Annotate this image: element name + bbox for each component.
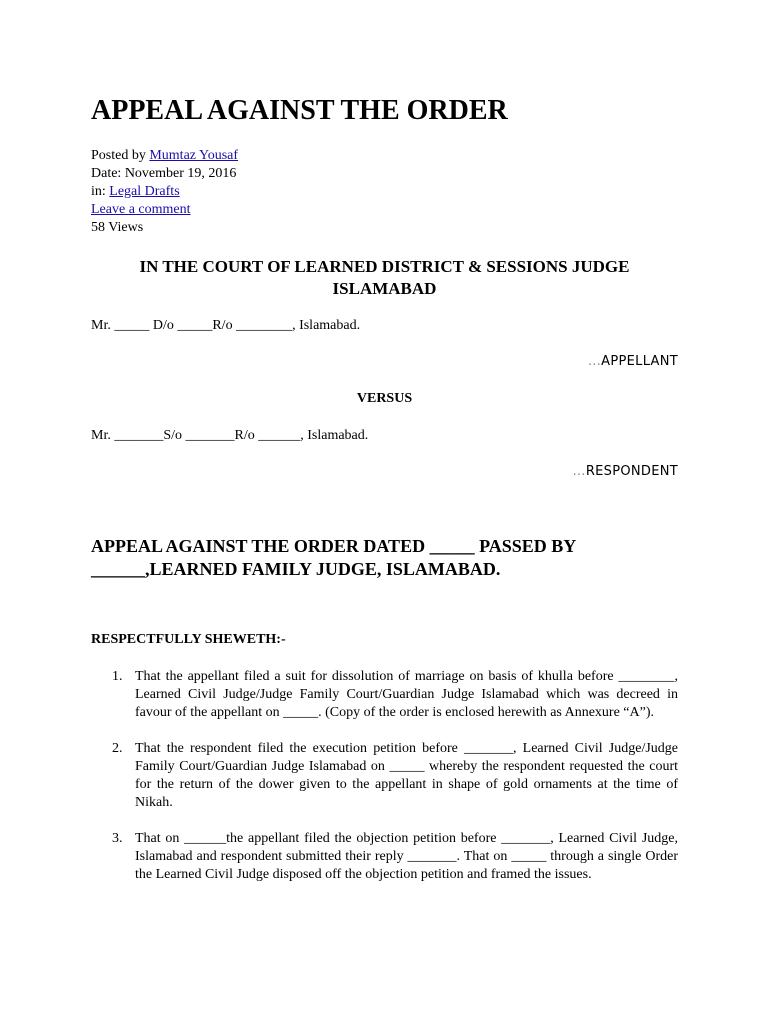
appellant-role: APPELLANT bbox=[601, 354, 678, 369]
appellant-label bbox=[588, 353, 678, 371]
court-heading-line1: IN THE COURT OF LEARNED DISTRICT & SESSIONS JUDGE bbox=[139, 257, 630, 276]
appeal-heading-line2: ______,LEARNED FAMILY JUDGE, ISLAMABAD. bbox=[91, 559, 501, 579]
court-heading-line2: ISLAMABAD bbox=[332, 279, 437, 298]
respondent-line: Mr. _______S/o _______R/o ______, Islamabad. bbox=[91, 428, 369, 443]
paragraph-number: 3. bbox=[112, 831, 123, 846]
paragraph-item bbox=[91, 830, 678, 884]
respondent-dots: … bbox=[572, 464, 586, 479]
appeal-heading bbox=[91, 535, 691, 581]
appellant-dots: … bbox=[587, 354, 602, 369]
paragraph-number: 1. bbox=[112, 669, 123, 684]
page-title: APPEAL AGAINST THE ORDER bbox=[91, 95, 508, 126]
post-date: Date: November 19, 2016 bbox=[91, 166, 237, 181]
respectfully-sheweth: RESPECTFULLY SHEWETH:- bbox=[91, 632, 286, 647]
post-meta bbox=[91, 147, 238, 237]
category-link[interactable]: Legal Drafts bbox=[109, 184, 180, 199]
versus-heading: VERSUS bbox=[356, 391, 413, 406]
paragraph-text: That on ______the appellant filed the objection petition before _______, Learned Civil Judge, Islamabad and respondent submitted their reply _______. That on _____ through a single Order the Learned Civil Judge disposed off the objection petition and framed the issues. bbox=[135, 831, 678, 882]
category-line bbox=[91, 183, 238, 201]
posted-by-label: Posted by bbox=[91, 148, 146, 163]
views-count: 58 Views bbox=[91, 220, 144, 235]
appeal-heading-line1: APPEAL AGAINST THE ORDER DATED _____ PASSED BY bbox=[91, 536, 577, 556]
paragraph-item bbox=[91, 668, 678, 722]
paragraph-list bbox=[91, 668, 678, 884]
paragraph-item bbox=[91, 740, 678, 812]
paragraph-text: That the appellant filed a suit for dissolution of marriage on basis of khulla before ________, Learned Civil Judge/Judge Family Court/Guardian Judge Islamabad which was decreed in favour of the appellant on _____. (Copy of the order is enclosed herewith as Annexure “A”). bbox=[135, 669, 678, 720]
court-heading bbox=[91, 256, 678, 300]
paragraph-number: 2. bbox=[112, 741, 123, 756]
paragraph-text: That the respondent filed the execution petition before _______, Learned Civil Judge/Judge Family Court/Guardian Judge Islamabad on _____ whereby the respondent requested the court for the return of the dower given to the appellant in shape of gold ornaments at the time of Nikah. bbox=[135, 741, 678, 810]
author-link[interactable]: Mumtaz Yousaf bbox=[149, 148, 239, 163]
respondent-role: RESPONDENT bbox=[585, 464, 678, 479]
category-label: in: bbox=[91, 184, 106, 199]
leave-comment-link[interactable]: Leave a comment bbox=[91, 202, 191, 217]
appellant-line: Mr. _____ D/o _____R/o ________, Islamabad. bbox=[91, 318, 361, 333]
respondent-label bbox=[573, 463, 679, 481]
posted-by-line bbox=[91, 147, 238, 165]
